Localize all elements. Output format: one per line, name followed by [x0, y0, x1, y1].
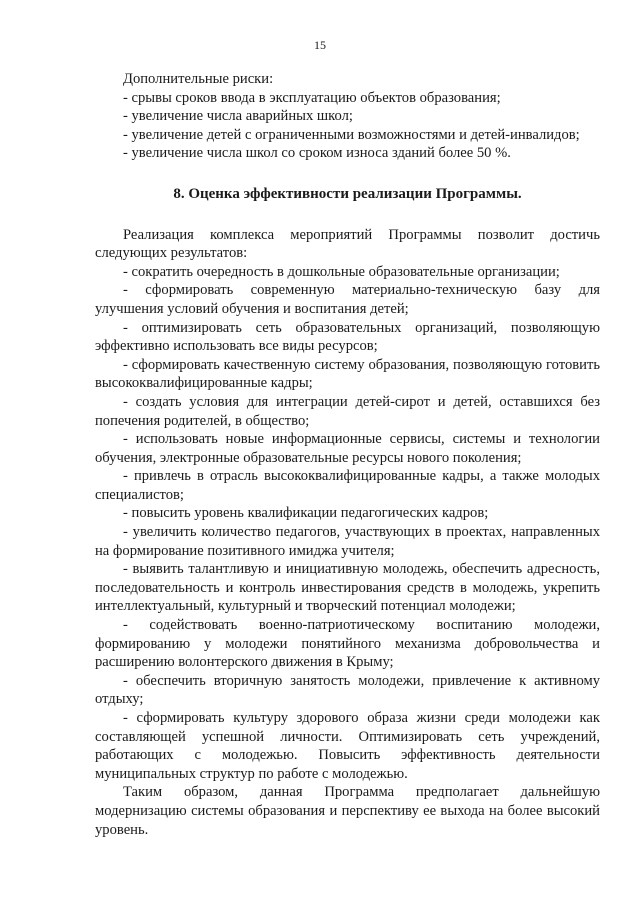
result-item: - сформировать качественную систему образования, позволяющую готовить высококвалифицированные кадры;	[95, 356, 600, 392]
risk-item: - срывы сроков ввода в эксплуатацию объектов образования;	[123, 89, 501, 106]
result-item: - оптимизировать сеть образовательных организаций, позволяющую эффективно использовать все виды ресурсов;	[95, 319, 600, 355]
result-item: - сформировать современную материально-техническую базу для улучшения условий обучения и воспитания детей;	[95, 282, 600, 317]
result-item: - содействовать военно-патриотическому воспитанию молодежи, формированию у молодежи понятийного механизма добровольчества и расширению волонтерского движения в Крыму;	[95, 617, 600, 671]
document-body	[95, 70, 600, 839]
result-item: - повысить уровень квалификации педагогических кадров;	[123, 505, 489, 522]
result-item: - использовать новые информационные сервисы, системы и технологии обучения, электронные образовательные ресурсы нового поколения;	[95, 431, 600, 466]
section-conclusion: Таким образом, данная Программа предполагает дальнейшую модернизацию системы образования и перспективу ее выхода на более высокий уровень.	[95, 784, 600, 838]
result-item: - привлечь в отрасль высококвалифицированные кадры, а также молодых специалистов;	[95, 468, 600, 503]
page-number: 15	[314, 38, 326, 52]
risk-item: - увеличение числа аварийных школ;	[123, 108, 353, 125]
section-intro: Реализация комплекса мероприятий Программы позволит достичь следующих результатов:	[95, 226, 600, 262]
section-heading: 8. Оценка эффективности реализации Программы.	[173, 185, 522, 202]
result-item: - создать условия для интеграции детей-сирот и детей, оставшихся без попечения родителей, в общество;	[95, 393, 600, 429]
risks-title: Дополнительные риски:	[123, 71, 274, 87]
risk-item: - увеличение числа школ со сроком износа зданий более 50 %.	[123, 145, 511, 162]
risk-item: - увеличение детей с ограниченными возможностями и детей-инвалидов;	[123, 126, 580, 143]
result-item: - обеспечить вторичную занятость молодежи, привлечение к активному отдыху;	[95, 672, 600, 708]
result-item: - сформировать культуру здорового образа жизни среди молодежи как составляющей успешной личности. Оптимизировать сеть учреждений, работающих с молодежью. Повысить эффективность деятельности муниципальных структур по работе с молодежью.	[95, 710, 600, 782]
result-item: - увеличить количество педагогов, участвующих в проектах, направленных на формирование позитивного имиджа учителя;	[95, 524, 600, 559]
result-item: - сократить очередность в дошкольные образовательные организации;	[123, 263, 560, 280]
result-item: - выявить талантливую и инициативную молодежь, обеспечить адресность, последовательность и контроль инвестирования средств в молодежь, укрепить интеллектуальный, культурный и творческий потенциал молодежи;	[95, 561, 600, 615]
